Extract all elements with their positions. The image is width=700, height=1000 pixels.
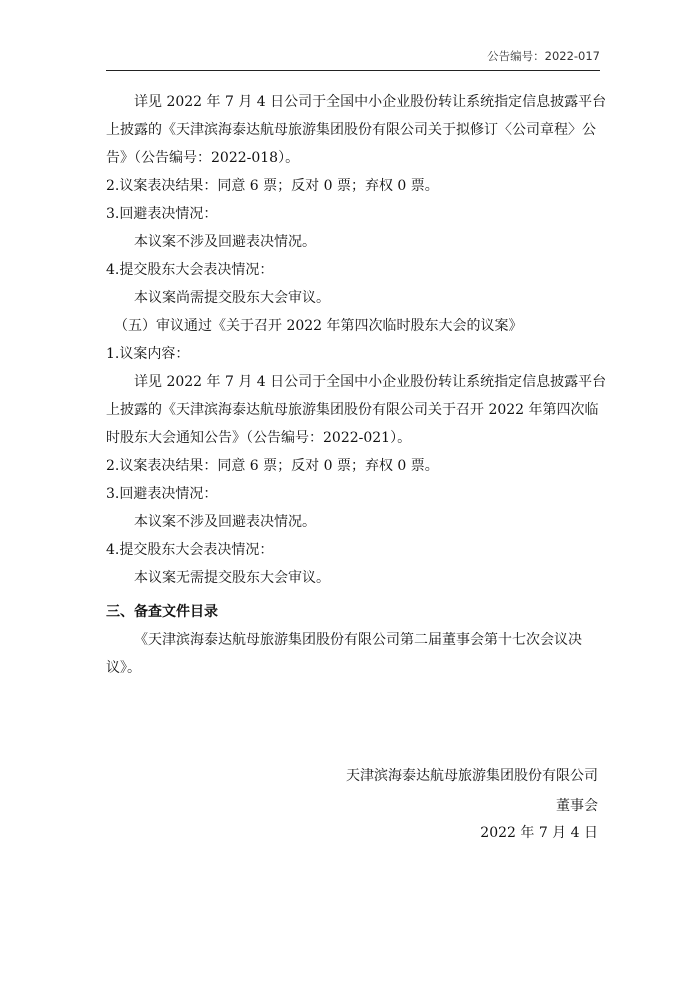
- item5-details-line: 详见 2022 年 7 月 4 日公司于全国中小企业股份转让系统指定信息披露平台: [134, 374, 607, 390]
- item4-submit-heading: 4.提交股东大会表决情况：: [106, 262, 274, 278]
- item4-submit-text: 本议案尚需提交股东大会审议。: [134, 290, 330, 306]
- item5-details-line: 时股东大会通知公告》（公告编号：2022-021）。: [106, 430, 412, 446]
- signature-company: 天津滨海泰达航母旅游集团股份有限公司: [346, 768, 598, 784]
- item5-details-line: 上披露的《天津滨海泰达航母旅游集团股份有限公司关于召开 2022 年第四次临: [106, 402, 599, 418]
- item4-details-line: 告》（公告编号：2022-018）。: [106, 150, 300, 166]
- item4-details-line: 上披露的《天津滨海泰达航母旅游集团股份有限公司关于拟修订〈公司章程〉公: [106, 122, 596, 138]
- section3-title: 三、备查文件目录: [106, 604, 218, 620]
- section3-doc-line: 议》。: [106, 660, 141, 676]
- item5-recusal-heading: 3.回避表决情况：: [106, 486, 218, 502]
- item5-submit-text: 本议案无需提交股东大会审议。: [134, 570, 330, 586]
- item4-recusal-heading: 3.回避表决情况：: [106, 206, 218, 222]
- item5-submit-heading: 4.提交股东大会表决情况：: [106, 542, 274, 558]
- item5-vote-result: 2.议案表决结果：同意 6 票；反对 0 票；弃权 0 票。: [106, 458, 439, 474]
- item5-recusal-text: 本议案不涉及回避表决情况。: [134, 514, 316, 530]
- signature-date: 2022 年 7 月 4 日: [480, 825, 598, 841]
- item4-details-line: 详见 2022 年 7 月 4 日公司于全国中小企业股份转让系统指定信息披露平台: [134, 94, 607, 110]
- announcement-number: 公告编号：2022-017: [487, 49, 600, 63]
- item5-content-heading: 1.议案内容：: [106, 346, 190, 362]
- item4-vote-result: 2.议案表决结果：同意 6 票；反对 0 票；弃权 0 票。: [106, 178, 439, 194]
- item5-title: （五）审议通过《关于召开 2022 年第四次临时股东大会的议案》: [114, 318, 523, 334]
- item4-recusal-text: 本议案不涉及回避表决情况。: [134, 234, 316, 250]
- header-divider: [106, 70, 600, 71]
- signature-board: 董事会: [556, 798, 598, 814]
- document-body: [106, 88, 607, 682]
- section3-doc-line: 《天津滨海泰达航母旅游集团股份有限公司第二届董事会第十七次会议决: [134, 632, 582, 648]
